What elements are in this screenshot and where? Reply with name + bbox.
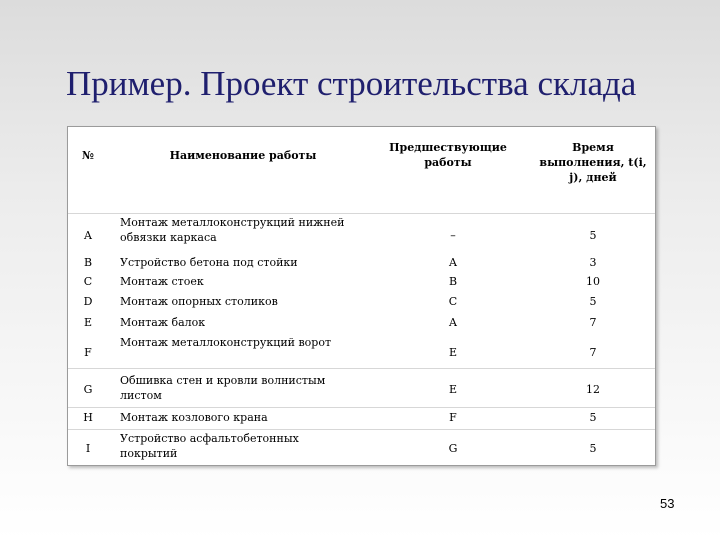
row-duration: 7 xyxy=(589,316,597,329)
header-duration: Время выполнения, t(i, j), дней xyxy=(539,141,647,184)
row-id: I xyxy=(85,442,91,455)
row-id: E xyxy=(83,316,93,329)
row-duration: 5 xyxy=(589,442,597,455)
header-num: № xyxy=(82,149,94,162)
row-id: D xyxy=(83,295,93,308)
row-name: Монтаж козлового крана xyxy=(120,411,268,424)
row-predecessors: A xyxy=(449,256,457,269)
row-duration: 7 xyxy=(589,346,597,359)
row-name: Монтаж опорных столиков xyxy=(120,295,278,308)
row-predecessors: F xyxy=(449,411,457,424)
row-predecessors: G xyxy=(448,442,458,455)
row-name: Устройство асфальтобетонных покрытий xyxy=(120,432,299,460)
header-predecessors: Предшествующие работы xyxy=(389,141,507,169)
row-divider xyxy=(68,368,655,369)
row-duration: 12 xyxy=(586,383,600,396)
row-duration: 10 xyxy=(586,275,600,288)
row-id: G xyxy=(83,383,93,396)
row-name: Монтаж стоек xyxy=(120,275,204,288)
row-duration: 3 xyxy=(589,256,597,269)
header-divider xyxy=(68,213,655,214)
row-predecessors: E xyxy=(448,383,458,396)
row-name: Монтаж балок xyxy=(120,316,206,329)
row-id: A xyxy=(84,229,92,242)
row-divider xyxy=(68,429,655,430)
row-duration: 5 xyxy=(589,295,597,308)
row-duration: 5 xyxy=(589,411,597,424)
row-predecessors: A xyxy=(449,316,457,329)
row-divider xyxy=(68,407,655,408)
row-id: F xyxy=(84,346,92,359)
row-predecessors: – xyxy=(450,229,456,242)
row-id: H xyxy=(83,411,93,424)
row-predecessors: E xyxy=(448,346,458,359)
row-name: Монтаж металлоконструкций нижней обвязки каркаса xyxy=(120,216,345,244)
row-name: Монтаж металлоконструкций ворот xyxy=(120,336,332,349)
row-name: Устройство бетона под стойки xyxy=(120,256,298,269)
row-id: B xyxy=(83,256,93,269)
row-name: Обшивка стен и кровли волнистым листом xyxy=(120,374,326,402)
header-name: Наименование работы xyxy=(169,149,317,162)
row-predecessors: B xyxy=(448,275,458,288)
page-number: 53 xyxy=(660,496,675,511)
slide-title: Пример. Проект строительства склада xyxy=(66,64,637,103)
row-predecessors: C xyxy=(448,295,458,308)
row-id: C xyxy=(83,275,93,288)
row-duration: 5 xyxy=(589,229,597,242)
works-table xyxy=(67,126,656,466)
